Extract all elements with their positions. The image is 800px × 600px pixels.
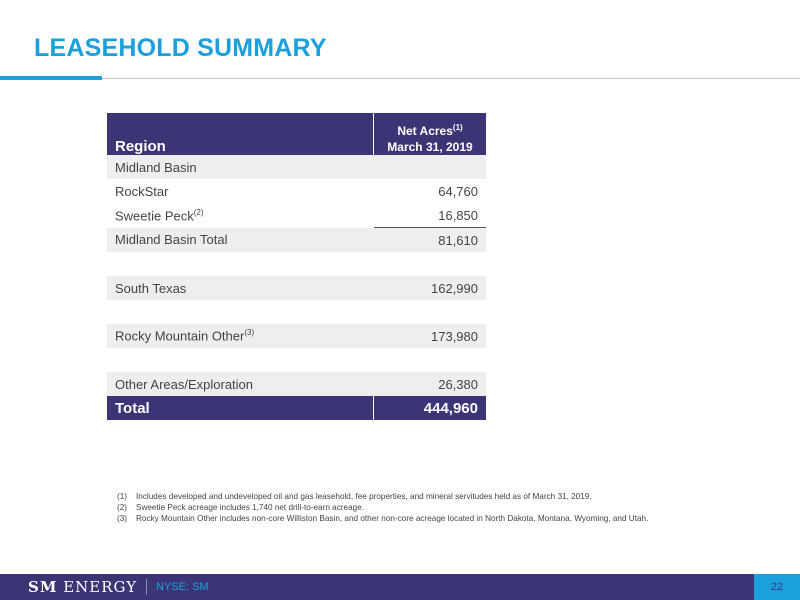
title-accent-bar [0, 76, 102, 80]
footnotes [117, 491, 648, 525]
spacer-row [107, 348, 486, 372]
footnote: (1) Includes developed and undeveloped oil and gas leasehold, fee properties, and mineral servitudes held as of March 31, 2019. [117, 492, 592, 501]
ticker-label: NYSE: SM [156, 581, 209, 593]
footnote: (2) Sweetie Peck acreage includes 1,740 net drill-to-earn acreage. [117, 503, 365, 513]
row-value [374, 155, 487, 179]
row-label: Midland Basin [107, 155, 374, 179]
row-label: Rocky Mountain Other$^{(3)}$ [107, 324, 374, 348]
row-value: 26,380 [374, 372, 487, 396]
row-value: 162,990 [374, 276, 487, 300]
row-label: Midland Basin Total [107, 228, 374, 253]
page-title: LEASEHOLD SUMMARY [34, 34, 327, 62]
spacer-row [107, 252, 486, 276]
table-row [107, 372, 486, 396]
leasehold-table [107, 113, 486, 420]
total-value: 444,960 [374, 396, 487, 420]
page-number: 22 [754, 574, 800, 600]
footer-bar [0, 574, 800, 600]
table-row [107, 179, 486, 203]
total-label: Total [107, 396, 374, 420]
row-label: Other Areas/Exploration [107, 372, 374, 396]
row-value: 81,610 [374, 228, 487, 253]
row-label: South Texas [107, 276, 374, 300]
row-label: Sweetie Peck$^{(2)}$ [115, 207, 204, 223]
company-logo: SM ENERGY [28, 578, 138, 596]
table-header-row [107, 113, 486, 155]
footer-divider [146, 579, 147, 595]
footnote: (3) Rocky Mountain Other includes non-core Williston Basin, and other non-core acreage located in North Dakota, Montana, Wyoming, and Utah. [117, 514, 649, 524]
table-row [107, 276, 486, 300]
row-value: 16,850 [374, 203, 487, 228]
table-row [107, 203, 486, 228]
header-net-acres: Net Acres$^{(1)}$ March 31, 2019 [374, 113, 487, 155]
total-row [107, 396, 486, 420]
spacer-row [107, 300, 486, 324]
table-row [107, 324, 486, 348]
row-value: 173,980 [374, 324, 487, 348]
table-row [107, 155, 486, 179]
row-value: 64,760 [438, 183, 478, 199]
row-label: RockStar [115, 183, 169, 199]
title-divider [0, 78, 800, 79]
header-region: Region [107, 113, 374, 155]
table-row [107, 228, 486, 253]
